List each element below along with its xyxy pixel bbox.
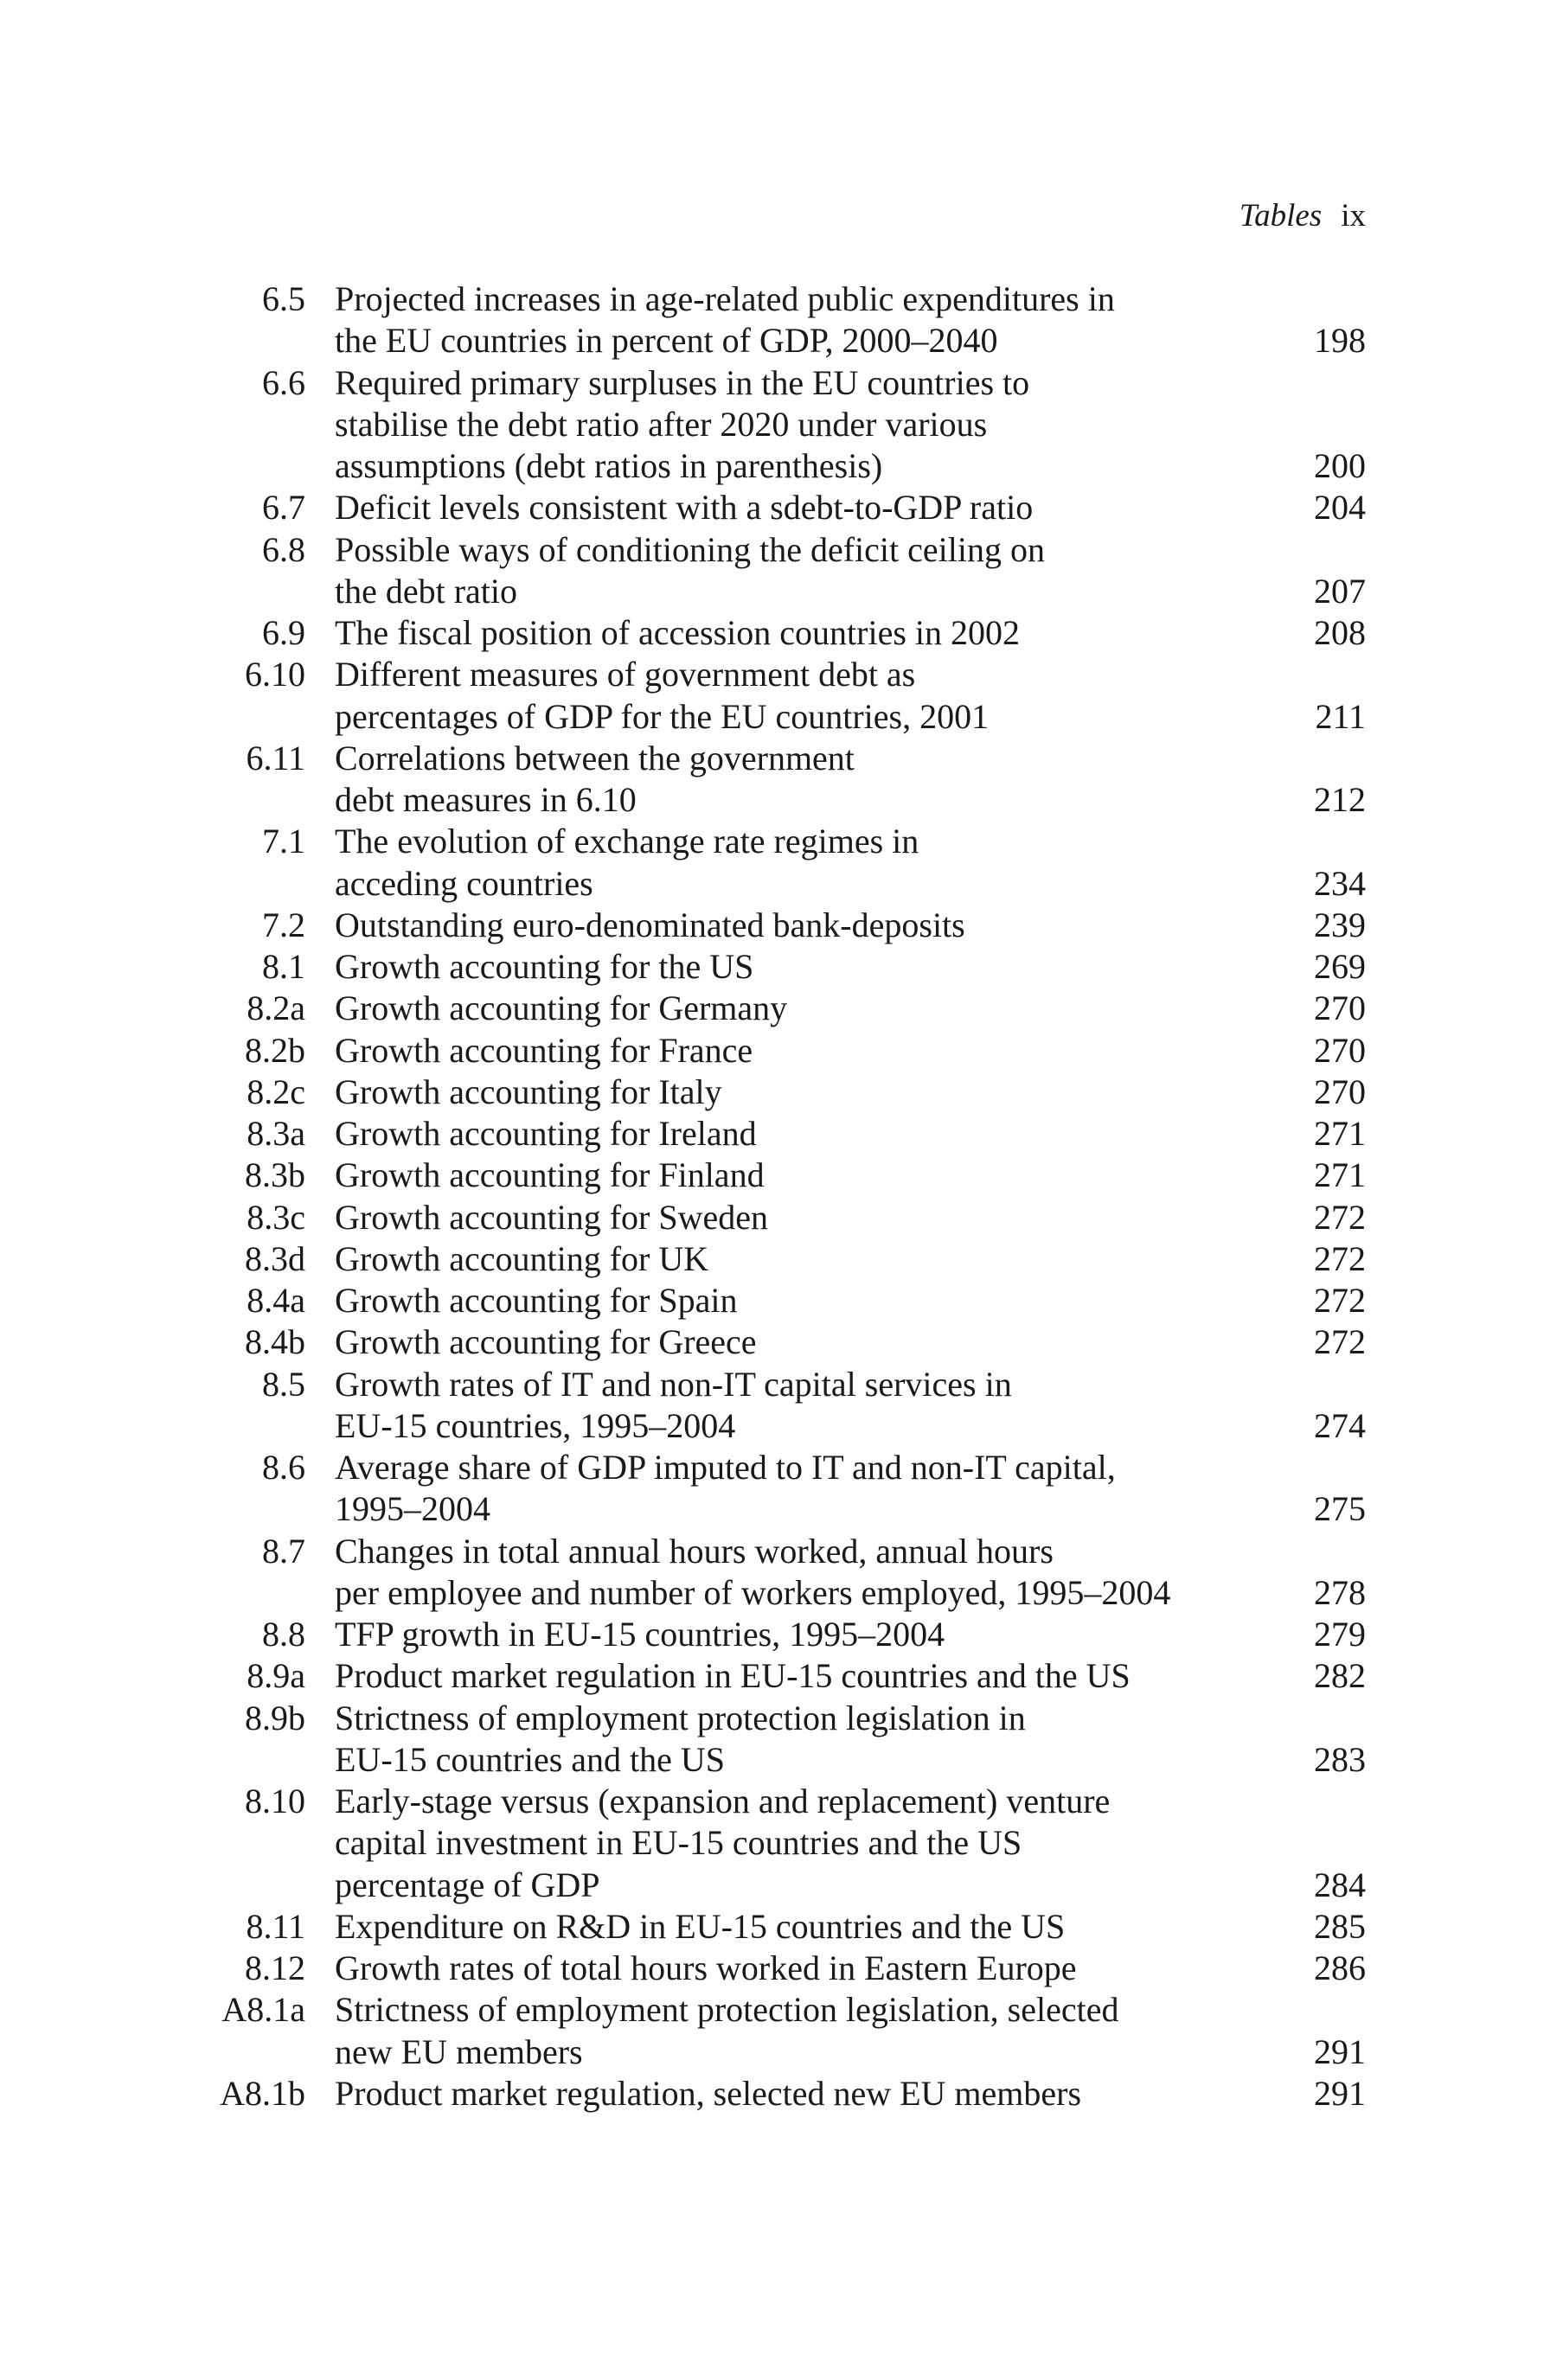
toc-entry [0,1698,1563,1782]
table-title-line: Average share of GDP imputed to IT and non-IT capital, [335,1448,1116,1487]
table-title-line: Growth accounting for France [335,1030,753,1070]
page-number: 282 [1314,1656,1366,1696]
page-number: 291 [1314,2031,1366,2071]
table-title [335,821,1217,905]
table-number: 6.6 [262,362,305,402]
page-number: 284 [1314,1865,1366,1904]
toc-entry [0,1321,1563,1363]
table-number: A8.1a [221,1990,305,2030]
toc-entry [0,654,1563,738]
toc-entry [0,988,1563,1029]
table-number: A8.1b [220,2073,305,2113]
table-title-line: Product market regulation in EU-15 countries and the US [335,1656,1131,1696]
toc-entry [0,738,1563,822]
page-number: 270 [1314,988,1366,1028]
table-number: 6.11 [246,738,305,777]
toc-entry [0,1447,1563,1531]
table-title-line: EU-15 countries and the US [335,1739,726,1779]
table-title [335,1238,1217,1280]
table-title [335,1197,1217,1238]
page-number: 200 [1314,446,1366,485]
table-title-line: Growth accounting for Greece [335,1322,757,1362]
table-title [335,738,1217,822]
toc-entry [0,1614,1563,1655]
table-number: 8.9b [245,1698,305,1737]
table-title-line: acceding countries [335,863,593,903]
page-number: 283 [1314,1739,1366,1779]
table-number: 8.2b [245,1030,305,1070]
table-title [335,988,1217,1029]
page-number: 198 [1314,321,1366,361]
toc-entry [0,362,1563,488]
table-title [335,487,1217,528]
table-title-line: Deficit levels consistent with a sdebt-to-GDP ratio [335,488,1034,528]
table-title [335,2073,1217,2114]
toc-entry [0,1364,1563,1448]
table-number: 8.11 [246,1906,305,1946]
toc-entry [0,1655,1563,1697]
table-title-line: Projected increases in age-related public expenditures in [335,279,1115,318]
table-title-line: percentage of GDP [335,1865,600,1904]
running-head-page-number: ix [1341,198,1366,234]
table-number: 8.3b [245,1155,305,1195]
table-title [335,612,1217,654]
table-title [335,1948,1217,1989]
table-number: 8.2a [247,988,305,1028]
toc-entry [0,2073,1563,2114]
table-title-line: 1995–2004 [335,1489,490,1529]
table-number: 8.4b [245,1322,305,1362]
table-title-line: Early-stage versus (expansion and replacement) venture [335,1782,1111,1820]
table-number: 8.9a [247,1656,305,1696]
table-title [335,1364,1217,1448]
toc-entry [0,487,1563,528]
page-number: 234 [1314,863,1366,903]
toc-entry [0,1113,1563,1155]
page-number: 211 [1315,696,1366,736]
table-title-line: new EU members [335,2031,583,2071]
table-number: 6.7 [262,488,305,528]
table-number: 6.9 [262,613,305,652]
page-number: 272 [1314,1281,1366,1320]
toc-entry [0,1030,1563,1072]
table-title-line: Growth accounting for the US [335,947,754,986]
page-number: 269 [1314,947,1366,986]
toc-entry [0,905,1563,946]
toc-entry [0,1155,1563,1196]
page-number: 272 [1314,1238,1366,1278]
table-number: 8.2c [247,1072,305,1111]
page-number: 270 [1314,1072,1366,1111]
page-number: 278 [1314,1572,1366,1612]
table-number: 8.12 [245,1948,305,1987]
table-title-line: per employee and number of workers employed, 1995–2004 [335,1572,1171,1612]
table-title-line: the debt ratio [335,571,518,611]
toc-entry [0,612,1563,654]
toc-entry [0,1948,1563,1989]
table-number: 8.1 [262,947,305,986]
table-title [335,1447,1217,1531]
toc-entry [0,278,1563,362]
toc-entry [0,1238,1563,1280]
table-number: 6.8 [262,529,305,569]
table-number: 8.8 [262,1615,305,1654]
table-number: 8.3a [247,1114,305,1153]
table-number: 6.5 [262,279,305,318]
page-number: 208 [1314,613,1366,652]
table-title-line: Growth accounting for Ireland [335,1114,757,1153]
page-number: 271 [1314,1114,1366,1153]
list-of-tables [0,278,1563,2114]
table-number: 7.1 [262,822,305,861]
table-title-line: Outstanding euro-denominated bank-deposits [335,905,965,944]
table-title-line: Growth accounting for Sweden [335,1197,768,1237]
table-number: 7.2 [262,905,305,944]
page-number: 204 [1314,488,1366,528]
table-title-line: The evolution of exchange rate regimes in [335,822,919,861]
toc-entry [0,946,1563,988]
table-title [335,529,1217,613]
page-number: 272 [1314,1322,1366,1362]
table-title [335,905,1217,946]
table-number: 8.6 [262,1448,305,1487]
page-number: 271 [1314,1155,1366,1195]
toc-entry [0,1531,1563,1615]
table-title [335,1655,1217,1697]
table-title [335,654,1217,738]
table-title-line: Growth accounting for Italy [335,1072,722,1111]
table-number: 8.3c [247,1197,305,1237]
table-title-line: Changes in total annual hours worked, annual hours [335,1531,1054,1571]
page-number: 212 [1314,780,1366,819]
table-title [335,1989,1217,2073]
page-number: 275 [1314,1489,1366,1529]
table-title [335,278,1217,362]
toc-entry [0,821,1563,905]
table-title [335,1321,1217,1363]
table-title-line: Growth accounting for Spain [335,1281,738,1320]
table-title-line: The fiscal position of accession countries in 2002 [335,613,1021,652]
table-number: 8.5 [262,1364,305,1404]
table-title-line: Different measures of government debt as [335,655,916,694]
table-title [335,1614,1217,1655]
table-title-line: Strictness of employment protection legislation, selected [335,1990,1119,2030]
table-title-line: Growth accounting for Finland [335,1155,765,1195]
toc-entry [0,529,1563,613]
table-title-line: Required primary surpluses in the EU countries to [335,362,1030,402]
table-title-line: Possible ways of conditioning the deficit ceiling on [335,529,1045,569]
table-title-line: Growth rates of IT and non-IT capital services in [335,1364,1012,1404]
running-head-title: Tables [1239,198,1323,234]
table-number: 6.10 [245,655,305,694]
toc-entry [0,1906,1563,1948]
table-title [335,1531,1217,1615]
page-number: 272 [1314,1197,1366,1237]
table-title-line: Expenditure on R&D in EU-15 countries and the US [335,1906,1066,1946]
page-number: 274 [1314,1405,1366,1445]
table-title [335,1072,1217,1113]
page-number: 285 [1314,1906,1366,1946]
toc-entry [0,1781,1563,1906]
table-title-line: stabilise the debt ratio after 2020 under various [335,404,988,444]
table-title-line: Growth accounting for UK [335,1238,709,1278]
table-title [335,1113,1217,1155]
table-title [335,1155,1217,1196]
table-title-line: Growth rates of total hours worked in Eastern Europe [335,1948,1077,1987]
table-number: 8.4a [247,1281,305,1320]
table-title-line: EU-15 countries, 1995–2004 [335,1405,736,1445]
table-title-line: debt measures in 6.10 [335,780,637,819]
page-number: 279 [1314,1615,1366,1654]
table-title-line: assumptions (debt ratios in parenthesis) [335,446,883,485]
table-title-line: Strictness of employment protection legislation in [335,1698,1026,1737]
page-number: 207 [1314,571,1366,611]
table-title-line: capital investment in EU-15 countries and the US [335,1823,1022,1863]
table-title-line: Growth accounting for Germany [335,988,788,1028]
toc-entry [0,1197,1563,1238]
table-title-line: TFP growth in EU-15 countries, 1995–2004 [335,1615,945,1654]
table-title-line: Product market regulation, selected new EU members [335,2073,1082,2113]
table-number: 8.7 [262,1531,305,1571]
toc-entry [0,1989,1563,2073]
table-number: 8.3d [245,1238,305,1278]
table-title-line: percentages of GDP for the EU countries, 2001 [335,696,990,736]
table-number: 8.10 [245,1782,305,1820]
table-title [335,1906,1217,1948]
table-title [335,362,1217,488]
table-title [335,1781,1217,1906]
table-title [335,1280,1217,1321]
running-head [1240,195,1366,237]
table-title-line: Correlations between the government [335,738,855,777]
table-title [335,1030,1217,1072]
page-number: 286 [1314,1948,1366,1987]
table-title [335,946,1217,988]
table-title-line: the EU countries in percent of GDP, 2000–2040 [335,321,998,361]
toc-entry [0,1072,1563,1113]
table-title [335,1698,1217,1782]
page-number: 270 [1314,1030,1366,1070]
toc-entry [0,1280,1563,1321]
page-number: 291 [1314,2073,1366,2113]
page-number: 239 [1314,905,1366,944]
